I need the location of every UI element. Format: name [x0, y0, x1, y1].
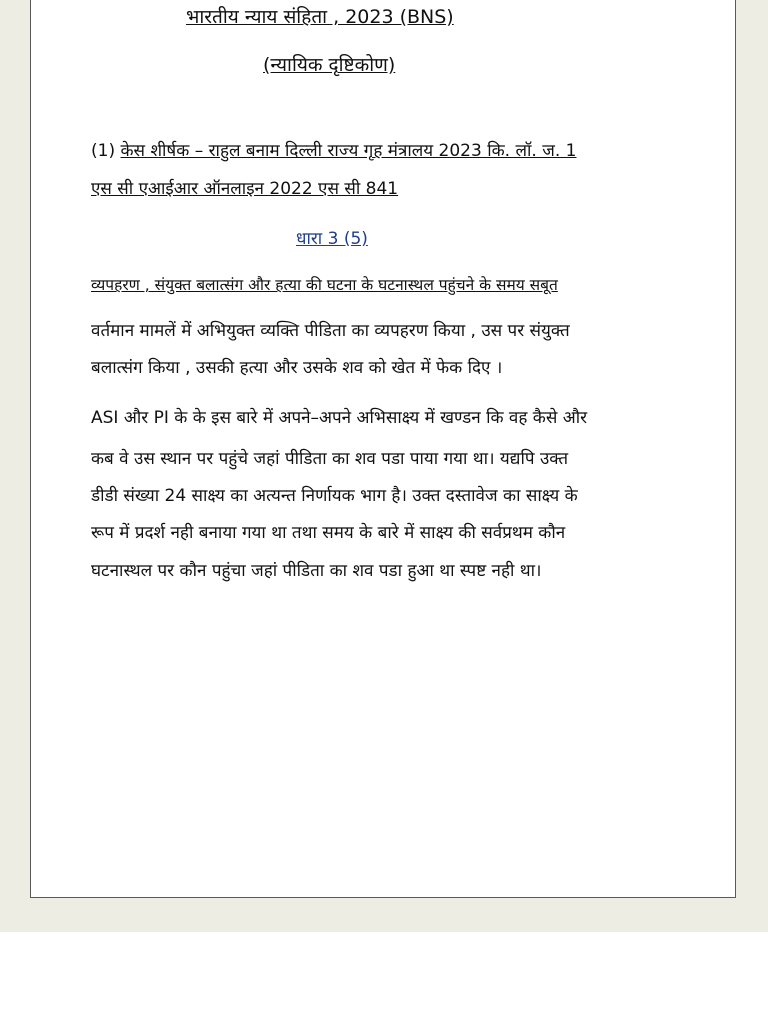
paragraph-2-line-2: कब वे उस स्थान पर पहुंचे जहां पीडिता का शव पडा पाया गया था। यद्यपि उक्त [91, 449, 569, 469]
document-title: भारतीय न्याय संहिता , 2023 (BNS) [186, 6, 454, 28]
paragraph-2-line-4: रूप में प्रदर्श नही बनाया गया था तथा समय के बारे में साक्ष्य की सर्वप्रथम कौन [91, 523, 566, 543]
case-title-line-1 [91, 138, 576, 161]
paragraph-1-line-2: बलात्संग किया , उसकी हत्या और उसके शव को खेत में फेक दिए । [91, 358, 503, 378]
paragraph-2-line-1: ASI और PI के के इस बारे में अपने–अपने अभिसाक्ष्य में खण्डन कि वह कैसे और [91, 408, 588, 428]
case-title-line-2: एस सी एआईआर ऑनलाइन 2022 एस सी 841 [91, 179, 399, 199]
document-subtitle: (न्यायिक दृष्टिकोण) [263, 54, 396, 76]
section-heading: व्यपहरण , संयुक्त बलात्संग और हत्या की घटना के घटनास्थल पहुंचने के समय सबूत [91, 276, 558, 294]
paragraph-2-line-5: घटनास्थल पर कौन पहुंचा जहां पीडिता का शव पडा हुआ था स्पष्ट नही था। [91, 561, 542, 581]
case-number: (1) [91, 141, 116, 161]
paragraph-2-line-3: डीडी संख्या 24 साक्ष्य का अत्यन्त निर्णायक भाग है। उक्त दस्तावेज का साक्ष्य के [91, 486, 578, 506]
case-title-text: केस शीर्षक – राहुल बनाम दिल्ली राज्य गृह मंत्रालय 2023 कि. लॉ. ज. 1 [120, 141, 577, 161]
section-label: धारा 3 (5) [296, 229, 368, 249]
paragraph-1-line-1: वर्तमान मामलें में अभियुक्त व्यक्ति पीडिता का व्यपहरण किया , उस पर संयुक्त [91, 321, 570, 341]
document-page [30, 0, 736, 898]
